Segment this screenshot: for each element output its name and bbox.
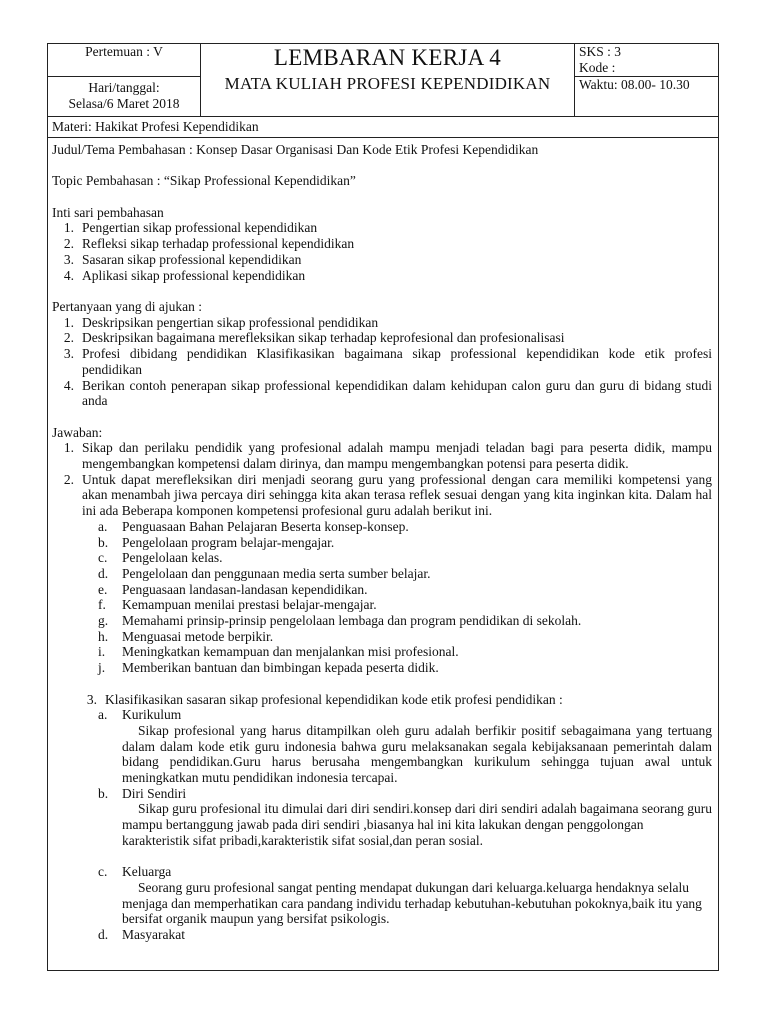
list-item: 3. Sasaran sikap professional kependidikan: [63, 251, 302, 267]
paragraph: Seorang guru profesional sangat penting mendapat dukungan dari keluarga.keluarga hendaknya selalu menjaga dan memperhatikan cara pandang individu terhadap kebutuhan-kebutuhan pokoknya,baik itu yang bersifat organik maupun yang bersifat psikologis.: [122, 879, 702, 927]
paragraph: Sikap profesional yang harus ditampilkan oleh guru adalah berfikir positif sebagaimana yang tertuang dalam dalam kode etik guru indonesia bahwa guru melaksanakan segala kebijaksanaan pemerintah dalam bidang pendidikan.Guru harus berusaha mengembangkan kurikulum sehingga tujuan awal untuk meningkatkan mutu pendidikan indonesia tercapai.: [122, 722, 712, 786]
list-item: c. Pengelolaan kelas.: [98, 550, 223, 566]
sks-cell: [575, 44, 719, 77]
list-item: i. Meningkatkan kemampuan dan menjalankan misi profesional.: [98, 644, 459, 660]
list-item: 2. Refleksi sikap terhadap professional kependidikan: [63, 236, 355, 252]
answer-3: 3. Klasifikasikan sasaran sikap profesional kependidikan kode etik profesi pendidikan :: [86, 691, 563, 707]
content-box: [47, 138, 719, 971]
topic-text: Topic Pembahasan : “Sikap Professional Kependidikan”: [52, 173, 356, 189]
list-item: e. Penguasaan landasan-landasan kependidikan.: [98, 581, 368, 597]
title-cell: [201, 44, 575, 117]
list-item: 1. Deskripsikan pengertian sikap professional pendidikan: [63, 314, 379, 330]
answer-2: 2. Untuk dapat merefleksikan diri menjadi seorang guru yang professional dengan cara memiliki kompetensi yang akan menambah jiwa percaya diri sehingga kita akan terasa reflek sesuai dengan yang kita inginkan kita. Dalam hal ini ada Beberapa komponen kompetensi profesional guru adalah berikut ini.: [63, 471, 712, 519]
jawaban-label: Jawaban:: [52, 424, 103, 440]
inti-label: Inti sari pembahasan: [52, 204, 164, 220]
hari-value: Selasa/6 Maret 2018: [68, 96, 180, 111]
list-item: c. Keluarga: [98, 864, 172, 880]
waktu-cell: Waktu: 08.00- 10.30: [575, 77, 719, 117]
list-item: 3. Profesi dibidang pendidikan Klasifikasikan bagaimana sikap professional kependidikan kode etik profesi pendidikan: [63, 346, 712, 377]
kode-text: Kode :: [579, 60, 616, 75]
materi-row: Materi: Hakikat Profesi Kependidikan: [47, 117, 719, 138]
list-item: 1. Pengertian sikap professional kependidikan: [63, 220, 318, 236]
list-item: 2. Deskripsikan bagaimana merefleksikan sikap terhadap keprofesional dan profesionalisasi: [63, 330, 565, 346]
header-table: [47, 43, 719, 117]
list-item: a. Kurikulum: [98, 707, 182, 723]
worksheet-page: [47, 43, 719, 971]
hari-cell: [48, 77, 201, 117]
list-item: d. Pengelolaan dan penggunaan media serta sumber belajar.: [98, 565, 431, 581]
list-item: g. Memahami prinsip-prinsip pengelolaan lembaga dan program pendidikan di sekolah.: [98, 613, 582, 629]
list-item: b. Pengelolaan program belajar-mengajar.: [98, 534, 335, 550]
list-item: 4. Berikan contoh penerapan sikap professional kependidikan dalam kehidupan calon guru dan guru di bidang studi anda: [63, 377, 712, 409]
list-item: a. Penguasaan Bahan Pelajaran Beserta konsep-konsep.: [98, 518, 409, 534]
pertanyaan-label: Pertanyaan yang di ajukan :: [52, 298, 202, 314]
worksheet-title: LEMBARAN KERJA 4: [273, 45, 502, 70]
paragraph: Sikap guru profesional itu dimulai dari diri sendiri.konsep dari diri sendiri adalah bagaimana seorang guru mampu bertanggung jawab pada diri sendiri ,biasanya hal ini kita lakukan dengan penggolongan karakteristik sifat pribadi,karakteristik sifat sosial,dan peran sosial.: [122, 801, 712, 848]
sks-text: SKS : 3: [579, 44, 622, 59]
pertemuan-cell: Pertemuan : V: [48, 44, 201, 77]
course-title: MATA KULIAH PROFESI KEPENDIDIKAN: [224, 74, 551, 93]
answer-1: 1. Sikap dan perilaku pendidik yang profesional adalah mampu menjadi teladan bagi para peserta didik, mampu mengembangkan kompetensi dalam dirinya, dan mampu mengembangkan potensi para peserta didik.: [63, 440, 712, 471]
hari-label: Hari/tanggal:: [88, 80, 160, 95]
judul-text: Judul/Tema Pembahasan : Konsep Dasar Organisasi Dan Kode Etik Profesi Kependidikan: [52, 142, 539, 157]
list-item: j. Memberikan bantuan dan bimbingan kepada peserta didik.: [98, 660, 439, 676]
list-item: f. Kemampuan menilai prestasi belajar-mengajar.: [98, 597, 377, 613]
list-item: b. Diri Sendiri: [98, 785, 187, 801]
list-item: d. Masyarakat: [98, 927, 185, 943]
list-item: h. Menguasai metode berpikir.: [98, 628, 274, 644]
list-item: 4. Aplikasi sikap professional kependidikan: [63, 267, 306, 283]
